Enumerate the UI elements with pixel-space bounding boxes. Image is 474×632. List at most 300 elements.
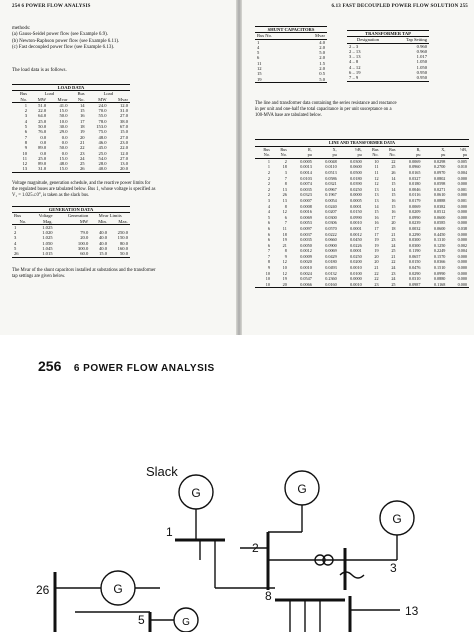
line-row-cell: 0.000 bbox=[457, 259, 467, 265]
line-row-cell: 0.0046 bbox=[408, 186, 421, 192]
load-row-cell: 22.0 bbox=[38, 108, 47, 114]
line-row-cell: 0.0014 bbox=[300, 169, 312, 175]
line-row-cell: 0.002 bbox=[457, 242, 467, 248]
line-row-cell: 20 bbox=[374, 259, 379, 265]
line-row-cell: 2 bbox=[267, 181, 270, 187]
line-row-cell: 0.0005 bbox=[350, 197, 362, 203]
bus-2-label: 2 bbox=[252, 541, 259, 555]
load-row-cell: 2 bbox=[24, 108, 28, 114]
load-row-cell: 13.0 bbox=[119, 161, 128, 167]
line-row-cell: 12 bbox=[374, 175, 379, 181]
mvar-line: tap settings are given below. bbox=[12, 274, 66, 279]
line-row-cell: 0.1168 bbox=[422, 282, 447, 288]
line-row-cell: 6 bbox=[267, 225, 270, 231]
line-row-cell: 12 bbox=[282, 270, 287, 276]
line-subheader: No. bbox=[255, 152, 272, 158]
line-row-cell: 12 bbox=[282, 209, 287, 215]
method-c: (c) Fast decoupled power flow (see Example 6.13). bbox=[12, 45, 115, 51]
line-row-cell: 3 bbox=[284, 169, 287, 175]
load-row-cell: 5 bbox=[24, 124, 28, 130]
load-row-cell: 10.0 bbox=[59, 118, 68, 124]
line-row-cell: 0.0097 bbox=[300, 225, 312, 231]
load-grp-load1: Load bbox=[44, 91, 55, 97]
line-row-cell: 8 bbox=[284, 248, 287, 254]
load-row-cell: 78.0 bbox=[98, 118, 107, 124]
load-row-cell: 10 bbox=[22, 150, 28, 156]
line-row-cell: 0.0000 bbox=[350, 276, 362, 282]
line-row-cell: 12 bbox=[282, 259, 287, 265]
line-row-cell: 0.0660 bbox=[325, 237, 337, 243]
load-grp-bus2: Bus bbox=[77, 91, 85, 97]
line-row-cell: 0.0990 bbox=[408, 214, 421, 220]
line-row-cell: 0.0250 bbox=[350, 186, 362, 192]
line-row-cell: 22 bbox=[391, 158, 396, 164]
load-row-cell: 50.0 bbox=[38, 124, 47, 130]
load-row-cell: 0.0 bbox=[40, 150, 47, 156]
line-row-cell: 0.0074 bbox=[300, 181, 312, 187]
load-row-cell: 64.0 bbox=[38, 113, 47, 119]
load-row-cell: 1 bbox=[24, 102, 28, 108]
line-row-cell: 0.0327 bbox=[408, 175, 421, 181]
gen-subheader: MW bbox=[55, 219, 91, 225]
line-row-cell: 0.0600 bbox=[433, 225, 446, 231]
line-row-cell: 19 bbox=[374, 237, 379, 243]
load-row-cell: 23 bbox=[80, 150, 85, 156]
line-row-cell: 0.000 bbox=[457, 265, 467, 271]
line-row-cell: 18 bbox=[282, 231, 287, 237]
line-row-cell: 0.0066 bbox=[289, 282, 314, 288]
line-row-cell: 20 bbox=[272, 282, 289, 288]
line-header: Bus bbox=[280, 146, 287, 152]
tap-row-cell: 1.050 bbox=[416, 59, 427, 65]
line-row-cell: 0.000 bbox=[457, 276, 467, 282]
line-row-cell: 8 bbox=[267, 259, 270, 265]
line-row-cell: 14 bbox=[391, 186, 396, 192]
gen-table-title: GENERATION DATA bbox=[12, 207, 130, 213]
bus-13-label: 13 bbox=[405, 604, 419, 618]
tap-row-cell: 0.960 bbox=[416, 48, 427, 54]
line-header: Bus bbox=[372, 146, 379, 152]
line-row-cell: 6 bbox=[284, 214, 287, 220]
load-subheader: No. bbox=[12, 97, 29, 103]
line-row-cell: 0.0054 bbox=[325, 197, 337, 203]
line-row-cell: 0.0310 bbox=[408, 276, 421, 282]
line-subheader: No. bbox=[381, 152, 398, 158]
line-row-cell: 15 bbox=[391, 181, 396, 187]
load-row-cell: 67.0 bbox=[119, 124, 128, 130]
line-row-cell: 7 bbox=[267, 248, 270, 254]
line-row-cell: 0.0960 bbox=[408, 164, 421, 170]
shunt-row-cell: 1 bbox=[257, 39, 260, 45]
shunt-h-bus: Bus No. bbox=[255, 33, 297, 39]
line-row-cell: 25 bbox=[391, 248, 396, 254]
load-row-cell: 12 bbox=[22, 161, 28, 167]
load-row-cell: 76.0 bbox=[38, 129, 47, 135]
gen-row-cell: 250.0 bbox=[117, 230, 128, 236]
tap-row-cell: 0.950 bbox=[389, 75, 429, 81]
line-row-cell: 7 bbox=[284, 220, 287, 226]
line-row-cell: 11 bbox=[374, 164, 379, 170]
line-row-cell: 0.0300 bbox=[408, 242, 421, 248]
gen-subheader: No. bbox=[12, 219, 28, 225]
load-row-cell: 13 bbox=[12, 166, 29, 172]
tap-row-cell: 1.050 bbox=[416, 64, 427, 70]
line-row-cell: 0.0160 bbox=[314, 282, 339, 288]
line-row-cell: 0.038 bbox=[457, 225, 467, 231]
load-row-cell: 41.0 bbox=[59, 102, 68, 108]
line-row-cell: 0.000 bbox=[457, 181, 467, 187]
line-row-cell: 25 bbox=[391, 164, 396, 170]
gen-row-cell: 60.0 bbox=[55, 251, 91, 257]
line-row-cell: 10 bbox=[374, 158, 379, 164]
load-row-cell: 25.0 bbox=[38, 155, 47, 161]
line-row-cell: 0.0967 bbox=[325, 186, 337, 192]
line-row-cell: 0.000 bbox=[457, 192, 467, 198]
load-row-cell: 0.0 bbox=[61, 150, 68, 156]
line-subheader: pu bbox=[398, 152, 423, 158]
tap-row-cell: 0.960 bbox=[416, 43, 427, 49]
load-row-cell: 29.0 bbox=[59, 129, 68, 135]
line-row-cell: 24 bbox=[391, 265, 396, 271]
line-row-cell: 0.0209 bbox=[408, 209, 421, 215]
line-row-cell: 21 bbox=[391, 231, 396, 237]
voltage-line: the regulated buses are tabulated below. Bus 1, whose voltage is specified as bbox=[12, 187, 156, 192]
gen-h-bus: Bus bbox=[14, 213, 22, 219]
tap-row-cell: 0.950 bbox=[416, 70, 427, 76]
shunt-row-cell: 11 bbox=[257, 60, 262, 66]
load-row-cell: 24 bbox=[80, 155, 85, 161]
bus-1-label: 1 bbox=[166, 525, 173, 539]
line-row-cell: 0.0010 bbox=[339, 282, 364, 288]
gen-h-limits: Mvar Limits bbox=[98, 213, 122, 219]
line-row-cell: 13 bbox=[374, 186, 379, 192]
tap-row-cell: 6 – 19 bbox=[349, 70, 361, 76]
gen-row-cell: 150.0 bbox=[117, 235, 128, 241]
line-row-cell: 15 bbox=[391, 203, 396, 209]
line-row-cell: 0.0037 bbox=[300, 231, 312, 237]
left-running-head: 254 6 POWER FLOW ANALYSIS bbox=[12, 4, 91, 9]
bottom-head-title: 6 POWER FLOW ANALYSIS bbox=[73, 363, 215, 374]
line-row-cell: 0.4450 bbox=[433, 231, 446, 237]
shunt-row-cell: 1.5 bbox=[319, 60, 325, 66]
tap-row-cell: 2 – 3 bbox=[349, 43, 359, 49]
shunt-row-cell: 2.0 bbox=[319, 55, 325, 61]
line-row-cell: 0.0180 bbox=[350, 175, 362, 181]
load-row-cell: 51.0 bbox=[38, 102, 47, 108]
load-row-cell: 50.0 bbox=[59, 145, 68, 151]
line-row-cell: 0.0290 bbox=[408, 270, 421, 276]
tap-row-cell: 7 – 9 bbox=[347, 75, 389, 81]
load-row-cell: 38.0 bbox=[119, 118, 128, 124]
voltage-line: Voltage magnitude, generation schedule, and the reactive power limits for bbox=[12, 181, 151, 186]
line-row-cell: 0.0382 bbox=[433, 203, 446, 209]
bottom-page-number: 256 bbox=[38, 358, 62, 374]
line-row-cell: 0.0009 bbox=[300, 253, 312, 259]
load-table-title: LOAD DATA bbox=[12, 85, 130, 91]
load-row-cell: 46.0 bbox=[98, 139, 107, 145]
line-row-cell: 0.0180 bbox=[325, 259, 337, 265]
line-row-cell: 0.0165 bbox=[408, 169, 421, 175]
gen-row-cell: 1.015 bbox=[28, 251, 54, 257]
line-row-cell: 0.0103 bbox=[300, 175, 312, 181]
line-row-cell: 0.0050 bbox=[300, 242, 312, 248]
line-row-cell: 0.005 bbox=[457, 158, 467, 164]
line-row-cell: 0.1190 bbox=[409, 248, 421, 254]
line-subheader: pu bbox=[447, 152, 469, 158]
line-row-cell: 0.0069 bbox=[300, 214, 312, 220]
line-row-cell: 0.0222 bbox=[325, 231, 337, 237]
load-grp-load2: Load bbox=[103, 91, 114, 97]
line-row-cell: 0.2360 bbox=[325, 276, 337, 282]
load-row-cell: 22 bbox=[80, 145, 85, 151]
line-row-cell: 6 bbox=[267, 237, 270, 243]
load-row-cell: 12.0 bbox=[119, 150, 128, 156]
line-row-cell: 18 bbox=[391, 225, 396, 231]
gen-row-cell: 3 bbox=[14, 235, 17, 241]
gen-subheader: Mag. bbox=[28, 219, 54, 225]
line-row-cell: 16 bbox=[391, 209, 396, 215]
line-text-line: The line and transformer data containing the series resistance and reactance bbox=[255, 101, 397, 106]
line-row-cell: 0.0390 bbox=[350, 181, 362, 187]
gen-row-cell: 26 bbox=[12, 251, 28, 257]
line-row-cell: 16 bbox=[374, 220, 379, 226]
load-row-cell: 48.0 bbox=[59, 161, 68, 167]
shunt-row-cell: 5 bbox=[257, 50, 260, 56]
gen-row-cell: 80.0 bbox=[119, 240, 128, 246]
load-row-cell: 28.0 bbox=[98, 161, 107, 167]
load-subheader: Mvar bbox=[109, 97, 130, 103]
load-row-cell: 75.0 bbox=[98, 129, 107, 135]
line-row-cell: 0.0200 bbox=[350, 259, 362, 265]
gen-row-cell: 1 bbox=[14, 224, 17, 230]
line-row-cell: 25 bbox=[381, 282, 398, 288]
load-subheader: MW bbox=[87, 97, 109, 103]
line-row-cell: 0.000 bbox=[457, 231, 467, 237]
line-row-cell: 0.000 bbox=[457, 209, 467, 215]
line-row-cell: 0.0429 bbox=[325, 253, 337, 259]
tap-row-cell: 4 – 8 bbox=[349, 59, 359, 65]
line-row-cell: 24 bbox=[391, 276, 396, 282]
load-row-cell: 12.0 bbox=[119, 102, 128, 108]
line-row-cell: 2 bbox=[267, 169, 270, 175]
line-row-cell: 0.0990 bbox=[433, 270, 446, 276]
load-row-cell: 21 bbox=[80, 139, 85, 145]
load-row-cell: 40.0 bbox=[87, 166, 109, 172]
line-row-cell: 0.0024 bbox=[300, 270, 312, 276]
line-text-line: 100-MVA base are tabulated below. bbox=[255, 113, 322, 118]
line-row-cell: 16 bbox=[374, 214, 379, 220]
load-row-cell: 48.0 bbox=[98, 134, 107, 140]
line-row-cell: 0.0010 bbox=[350, 265, 362, 271]
line-row-cell: 0.0010 bbox=[350, 220, 362, 226]
load-row-cell: 31.0 bbox=[119, 108, 128, 114]
gen-row-cell: 50.0 bbox=[109, 251, 130, 257]
mvar-line: The Mvar of the shunt capacitors installed at substations and the transformer bbox=[12, 268, 156, 273]
line-row-cell: 0.0032 bbox=[408, 225, 421, 231]
line-row-cell: 10 bbox=[265, 276, 270, 282]
load-row-cell: 23.0 bbox=[119, 139, 128, 145]
line-row-cell: 0.0987 bbox=[398, 282, 423, 288]
line-row-cell: 0.2290 bbox=[408, 231, 421, 237]
line-row-cell: 0.0110 bbox=[325, 164, 337, 170]
line-row-cell: 0.0585 bbox=[433, 220, 446, 226]
line-row-cell: 14 bbox=[374, 203, 379, 209]
load-row-cell: 27.0 bbox=[119, 113, 128, 119]
line-row-cell: 11 bbox=[374, 169, 379, 175]
method-a: (a) Gauss-Seidel power flow (see Example 6.9). bbox=[12, 32, 109, 38]
gen-h-voltage: Voltage bbox=[38, 213, 53, 219]
line-row-cell: 0.1967 bbox=[325, 192, 337, 198]
line-row-cell: 0.0512 bbox=[433, 209, 446, 215]
line-row-cell: 0.0150 bbox=[350, 209, 362, 215]
line-row-cell: 2 bbox=[267, 192, 270, 198]
line-row-cell: 8 bbox=[284, 181, 287, 187]
line-row-cell: 0.1250 bbox=[433, 242, 446, 248]
line-row-cell: 0.0970 bbox=[433, 169, 446, 175]
line-header: X, bbox=[332, 146, 337, 152]
line-row-cell: 0.000 bbox=[457, 175, 467, 181]
gen-label: G bbox=[182, 617, 190, 628]
line-row-cell: 19 bbox=[374, 248, 379, 254]
gen-subheader: Min. bbox=[90, 219, 109, 225]
line-row-cell: 6 bbox=[267, 220, 270, 226]
load-row-cell: 14 bbox=[80, 102, 85, 108]
line-row-cell: 16 bbox=[391, 197, 396, 203]
line-row-cell: 17 bbox=[374, 231, 379, 237]
line-row-cell: 7 bbox=[284, 175, 287, 181]
line-row-cell: 0.0005 bbox=[300, 158, 312, 164]
line-row-cell: 0.004 bbox=[457, 248, 467, 254]
line-table-title: LINE AND TRANSFORMER DATA bbox=[255, 140, 469, 147]
shunt-row-cell: 6 bbox=[257, 55, 260, 61]
shunt-row-cell: 5.0 bbox=[319, 50, 325, 56]
line-subheader: No. bbox=[272, 152, 289, 158]
line-row-cell: 26 bbox=[282, 192, 287, 198]
line-row-cell: 0.004 bbox=[457, 169, 467, 175]
load-subheader: Mvar bbox=[48, 97, 69, 103]
load-row-cell: 45.0 bbox=[98, 145, 107, 151]
shunt-row-cell: 4 bbox=[257, 44, 260, 50]
line-header: Bus bbox=[263, 146, 270, 152]
line-row-cell: 0.0007 bbox=[300, 197, 312, 203]
line-row-cell: 13 bbox=[282, 186, 287, 192]
line-row-cell: 0.0010 bbox=[300, 265, 312, 271]
gen-row-cell: 100.0 bbox=[77, 240, 89, 246]
line-row-cell: 0.0012 bbox=[350, 231, 362, 237]
line-row-cell: 10 bbox=[255, 282, 272, 288]
line-row-cell: 0.0116 bbox=[409, 192, 421, 198]
line-row-cell: 4 bbox=[267, 203, 270, 209]
gen-row-cell: 160.0 bbox=[117, 246, 128, 252]
line-row-cell: 0.0513 bbox=[325, 169, 337, 175]
line-row-cell: 0.0450 bbox=[350, 237, 362, 243]
line-row-cell: 0.0366 bbox=[433, 259, 446, 265]
load-row-cell: 31.0 bbox=[29, 166, 48, 172]
line-header: R, bbox=[307, 146, 312, 152]
load-row-cell: 20 bbox=[80, 134, 85, 140]
shunt-row-cell: 0.5 bbox=[319, 71, 325, 77]
line-row-cell: 19 bbox=[282, 237, 287, 243]
line-row-cell: 21 bbox=[282, 242, 287, 248]
gen-row-cell: 40.0 bbox=[98, 235, 107, 241]
load-row-cell: 89.0 bbox=[38, 145, 47, 151]
load-row-cell: 20.0 bbox=[109, 166, 130, 172]
method-b: (b) Newton-Raphson power flow (see Example 6.11). bbox=[12, 38, 120, 44]
line-row-cell: 2 bbox=[284, 158, 287, 164]
line-row-cell: 10 bbox=[265, 270, 270, 276]
load-subheader: MW bbox=[29, 97, 48, 103]
line-row-cell: 0.0016 bbox=[300, 209, 312, 215]
load-row-cell: 25.0 bbox=[98, 150, 107, 156]
load-row-cell: 6 bbox=[24, 129, 28, 135]
gen-row-cell: 4 bbox=[14, 240, 17, 246]
line-row-cell: 0.0300 bbox=[350, 158, 362, 164]
line-row-cell: 0.0001 bbox=[350, 203, 362, 209]
line-row-cell: 17 bbox=[391, 214, 396, 220]
line-row-cell: 0.0035 bbox=[300, 186, 312, 192]
line-row-cell: 0.000 bbox=[457, 214, 467, 220]
shunt-row-cell: 2.0 bbox=[319, 44, 325, 50]
line-row-cell: 0.0657 bbox=[408, 253, 421, 259]
line-row-cell: 0.001 bbox=[457, 186, 467, 192]
line-row-cell: 0.0493 bbox=[325, 265, 337, 271]
gen-h-generation: Generation bbox=[67, 213, 89, 219]
gen-label: G bbox=[113, 582, 123, 596]
line-row-cell: 0.0547 bbox=[300, 276, 312, 282]
load-row-cell: 15.0 bbox=[119, 129, 128, 135]
line-row-cell: 8 bbox=[284, 203, 287, 209]
line-row-cell: 18 bbox=[282, 164, 287, 170]
line-row-cell: 11 bbox=[282, 225, 287, 231]
line-row-cell: 0.0053 bbox=[300, 220, 312, 226]
line-subheader: pu bbox=[314, 152, 339, 158]
load-row-cell: 24.0 bbox=[98, 102, 107, 108]
load-row-cell: 15.0 bbox=[59, 108, 68, 114]
line-row-cell: 0.000 bbox=[447, 282, 469, 288]
load-row-cell: 0.0 bbox=[40, 134, 47, 140]
bus-5-label: 5 bbox=[138, 613, 145, 627]
line-row-cell: 26 bbox=[391, 169, 396, 175]
load-row-cell: 50.0 bbox=[59, 113, 68, 119]
line-row-cell: 13 bbox=[374, 192, 379, 198]
line-row-cell: 22 bbox=[374, 270, 379, 276]
load-grp-bus1: Bus bbox=[19, 91, 28, 97]
tap-table-title: TRANSFORMER TAP bbox=[347, 31, 429, 37]
methods-intro: methods: bbox=[12, 26, 31, 31]
line-row-cell: 0.2700 bbox=[433, 164, 446, 170]
load-row-cell: 19 bbox=[80, 129, 85, 135]
line-row-cell: 21 bbox=[374, 265, 379, 271]
load-row-cell: 4 bbox=[24, 118, 28, 124]
line-row-cell: 0.0306 bbox=[325, 220, 337, 226]
line-row-cell: 2 bbox=[267, 186, 270, 192]
line-row-cell: 14 bbox=[391, 175, 396, 181]
line-row-cell: 6 bbox=[267, 231, 270, 237]
gen-row-cell: 20.0 bbox=[80, 235, 89, 241]
line-row-cell: 1 bbox=[267, 164, 270, 170]
line-row-cell: 0.0001 bbox=[350, 225, 362, 231]
load-subheader: No. bbox=[70, 97, 87, 103]
load-row-cell: 3 bbox=[24, 113, 28, 119]
line-row-cell: 0.0586 bbox=[325, 175, 337, 181]
line-row-cell: 5 bbox=[267, 214, 270, 220]
line-row-cell: 3 bbox=[267, 197, 270, 203]
gen-row-cell: 1.045 bbox=[42, 246, 53, 252]
line-row-cell: 22 bbox=[391, 259, 396, 265]
line-text-line: in per unit and one-half the total capacitance in per unit susceptance on a bbox=[255, 107, 392, 112]
line-row-cell: 0.010 bbox=[457, 164, 467, 170]
line-row-cell: 0.0100 bbox=[350, 270, 362, 276]
